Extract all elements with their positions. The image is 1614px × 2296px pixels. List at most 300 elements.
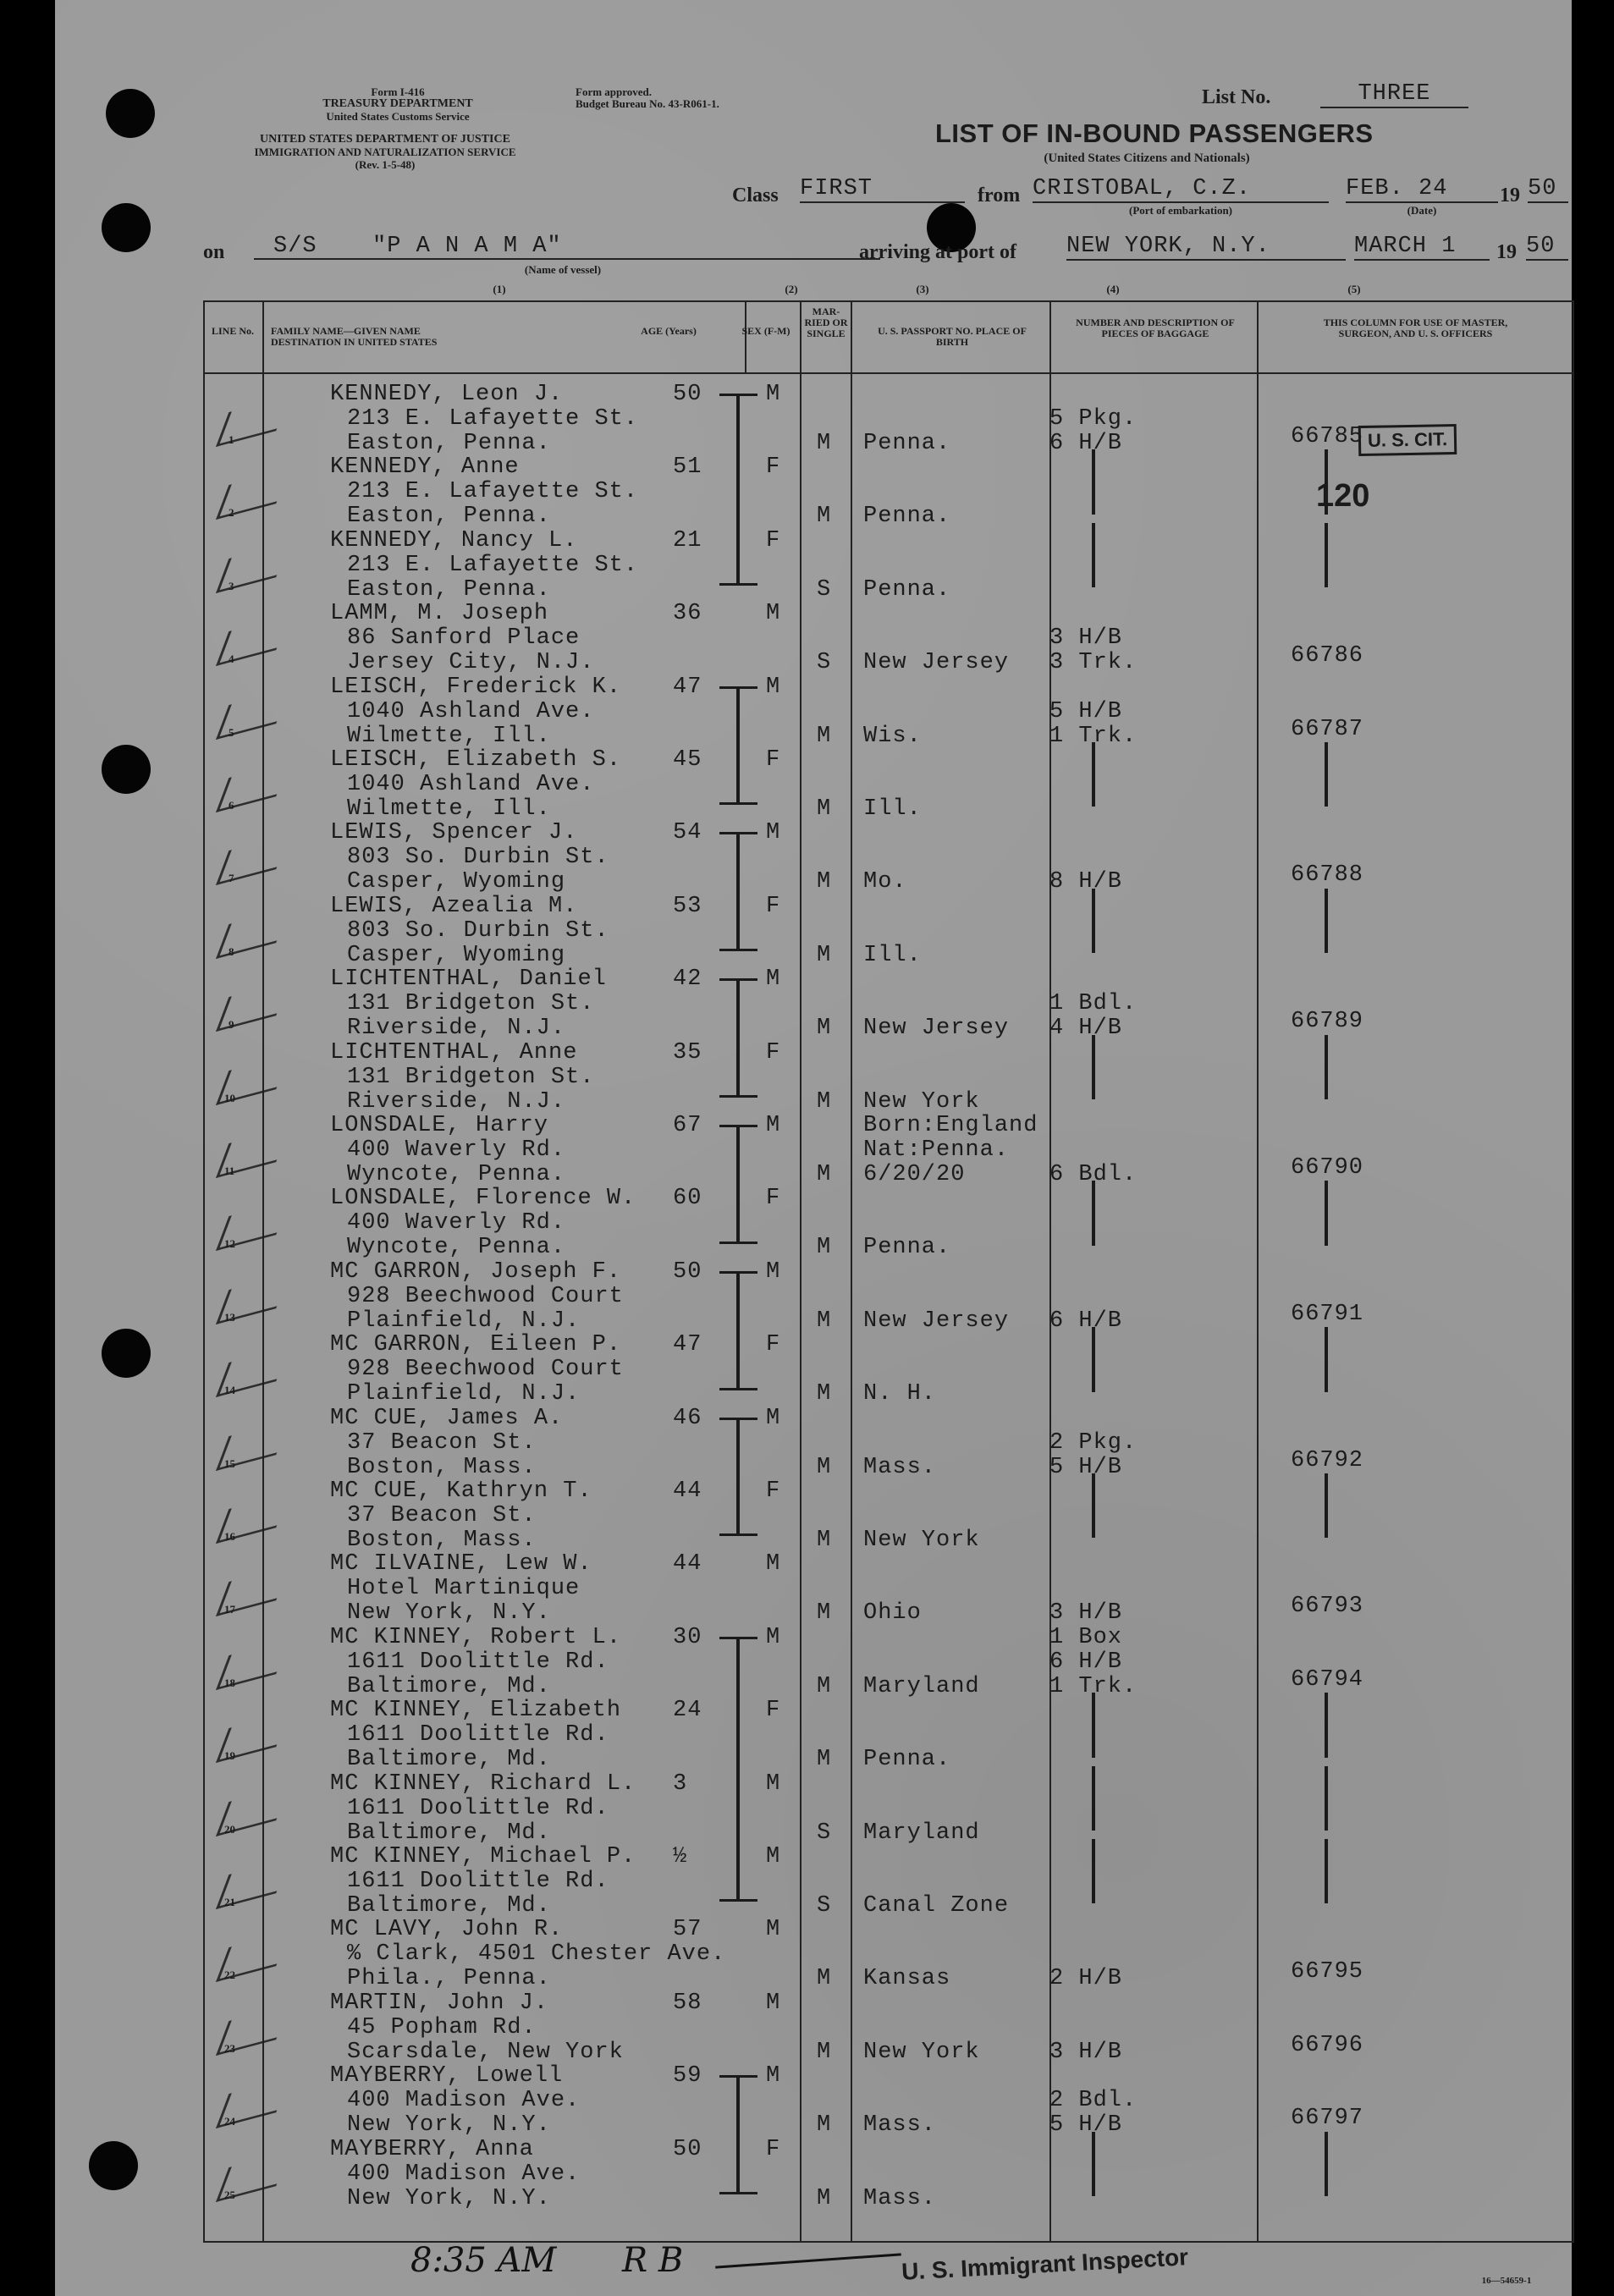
year-value: 50 — [1528, 176, 1568, 203]
family-bracket — [736, 1418, 740, 1534]
passenger-sex: M — [766, 1844, 781, 1869]
ditto-mark — [1325, 1327, 1328, 1391]
passenger-destination: Baltimore, Md. — [347, 1820, 551, 1846]
family-bracket — [736, 394, 740, 583]
passenger-age: 50 — [673, 2136, 702, 2162]
passenger-destination: New York, N.Y. — [347, 1600, 551, 1627]
declaration-number: 66797 — [1291, 2106, 1364, 2132]
passenger-address: % Clark, 4501 Chester Ave. — [347, 1941, 726, 1968]
passenger-age: 42 — [673, 966, 702, 993]
passenger-sex: M — [766, 1770, 781, 1797]
passenger-address: 131 Bridgeton St. — [347, 1064, 595, 1090]
passenger-address: Hotel Martinique — [347, 1576, 581, 1602]
passenger-destination: Plainfield, N.J. — [347, 1381, 581, 1407]
arriving-label: arriving at port of — [859, 241, 1016, 263]
passenger-name: MC KINNEY, Richard L. — [330, 1770, 636, 1797]
passenger-destination: Wilmette, Ill. — [347, 796, 551, 822]
passenger-name: MC KINNEY, Michael P. — [330, 1844, 636, 1869]
passenger-name: MC LAVY, John R. — [330, 1917, 564, 1943]
passenger-sex: M — [766, 674, 781, 700]
passenger-sex: F — [766, 747, 781, 773]
passenger-address: 37 Beacon St. — [347, 1503, 537, 1528]
declaration-number: 66789 — [1291, 1009, 1364, 1035]
ins-heading: IMMIGRATION AND NATURALIZATION SERVICE — [254, 146, 516, 158]
place-of-birth: New Jersey — [863, 1016, 1010, 1042]
ditto-mark — [1092, 449, 1095, 514]
baggage-line: 2 Pkg. — [1049, 1429, 1138, 1456]
family-bracket — [736, 1637, 740, 1900]
marital-status: M — [817, 2112, 832, 2139]
marital-status: M — [817, 1966, 832, 1992]
place-of-birth: Penna. — [863, 1235, 951, 1261]
treasury-dept: TREASURY DEPARTMENT — [322, 97, 473, 110]
line-number: 12 — [224, 1237, 235, 1251]
baggage-line: 6 H/B — [1049, 431, 1123, 456]
baggage-line: 4 H/B — [1049, 1016, 1123, 1042]
ditto-mark — [1092, 889, 1095, 953]
passenger-name: LAMM, M. Joseph — [330, 601, 549, 627]
line-number: 7 — [229, 872, 234, 885]
passenger-sex: M — [766, 820, 781, 846]
place-of-birth: New York — [863, 1528, 980, 1553]
passenger-age: 60 — [673, 1186, 702, 1212]
passenger-destination: Phila., Penna. — [347, 1966, 551, 1992]
baggage-line: 6 Bdl. — [1049, 1162, 1138, 1187]
passenger-sex: M — [766, 1990, 781, 2016]
col-divider — [800, 300, 801, 2243]
passenger-destination: Baltimore, Md. — [347, 1893, 551, 1919]
ditto-mark — [1325, 523, 1328, 587]
baggage-line: 1 Box 6 H/B — [1049, 1624, 1123, 1675]
arrival-year-prefix: 19 — [1496, 241, 1517, 263]
passenger-sex: F — [766, 1478, 781, 1504]
line-number: 17 — [224, 1603, 235, 1616]
passenger-sex: F — [766, 1039, 781, 1065]
manifest-subtitle: (United States Citizens and Nationals) — [1044, 151, 1250, 165]
baggage-line: 5 Pkg. — [1049, 406, 1138, 432]
line-number: 24 — [224, 2115, 235, 2128]
passenger-destination: New York, N.Y. — [347, 2112, 551, 2139]
line-number: 13 — [224, 1310, 235, 1324]
line-number: 15 — [224, 1456, 235, 1470]
declaration-number: 66796 — [1291, 2032, 1364, 2058]
marital-status: M — [817, 1235, 832, 1261]
passenger-destination: Casper, Wyoming — [347, 942, 566, 968]
passenger-address: 400 Madison Ave. — [347, 2088, 581, 2114]
family-bracket-cap — [719, 832, 757, 834]
ditto-mark — [1092, 742, 1095, 807]
marital-status: M — [817, 1747, 832, 1773]
col-divider — [1257, 300, 1259, 2243]
date-caption: (Date) — [1407, 204, 1437, 217]
family-bracket-cap — [719, 2192, 757, 2194]
passenger-age: 30 — [673, 1624, 702, 1650]
ditto-mark — [1092, 1035, 1095, 1099]
vessel-underline — [254, 258, 880, 260]
arrival-date: MARCH 1 — [1354, 234, 1490, 261]
passenger-name: MC KINNEY, Robert L. — [330, 1624, 622, 1650]
passenger-destination: Casper, Wyoming — [347, 869, 566, 895]
date-value: FEB. 24 — [1346, 176, 1498, 203]
passenger-name: KENNEDY, Leon J. — [330, 382, 564, 407]
list-no-label: List No. — [1202, 86, 1271, 108]
ditto-mark — [1325, 742, 1328, 807]
passenger-name: LEISCH, Frederick K. — [330, 674, 622, 700]
baggage-line: 1 Trk. — [1049, 1673, 1138, 1699]
passenger-destination: Wyncote, Penna. — [347, 1162, 566, 1187]
passenger-name: MC GARRON, Joseph F. — [330, 1258, 622, 1285]
family-bracket — [736, 686, 740, 803]
line-number: 14 — [224, 1384, 235, 1397]
passenger-name: LEWIS, Azealia M. — [330, 893, 578, 919]
declaration-number: 66791 — [1291, 1301, 1364, 1327]
marital-status: M — [817, 1673, 832, 1699]
place-of-birth: Wis. — [863, 723, 922, 749]
marital-status: M — [817, 2039, 832, 2065]
ditto-mark — [1092, 1181, 1095, 1245]
passenger-name: LONSDALE, Harry — [330, 1113, 549, 1138]
passenger-address: 400 Madison Ave. — [347, 2161, 581, 2187]
passenger-age: 24 — [673, 1698, 702, 1724]
marital-status: M — [817, 431, 832, 456]
passenger-age: 50 — [673, 1258, 702, 1285]
passenger-name: LICHTENTHAL, Daniel — [330, 966, 607, 993]
header-baggage: NUMBER AND DESCRIPTION OF PIECES OF BAGGAGE — [1076, 317, 1235, 339]
passenger-address: 400 Waverly Rd. — [347, 1210, 566, 1236]
line-number: 3 — [229, 579, 234, 592]
passenger-age: 50 — [673, 382, 702, 407]
passenger-age: 58 — [673, 1990, 702, 2016]
line-number: 20 — [224, 1822, 235, 1836]
baggage-line: 1 Trk. — [1049, 723, 1138, 749]
passenger-age: 67 — [673, 1113, 702, 1138]
header-line-no: LINE No. — [211, 325, 254, 337]
passenger-age: 53 — [673, 893, 702, 919]
ditto-mark — [1325, 1035, 1328, 1099]
place-of-birth: Maryland — [863, 1673, 980, 1699]
family-bracket-cap — [719, 802, 757, 805]
passenger-name: MC CUE, James A. — [330, 1405, 564, 1431]
passenger-age: 36 — [673, 601, 702, 627]
passenger-sex: F — [766, 2136, 781, 2162]
marital-status: M — [817, 1454, 832, 1480]
inspector-signature-scrawl — [715, 2253, 901, 2268]
birth-note: Born:England Nat:Penna. — [863, 1113, 1038, 1163]
marital-status: M — [817, 1600, 832, 1627]
vessel-name: "P A N A M A" — [372, 234, 562, 259]
place-of-birth: New Jersey — [863, 1308, 1010, 1334]
baggage-line: 5 H/B — [1049, 1454, 1123, 1480]
declaration-number: 66793 — [1291, 1594, 1364, 1620]
header-officers: THIS COLUMN FOR USE OF MASTER, SURGEON, AND U. S. OFFICERS — [1323, 317, 1508, 339]
column-number: (5) — [1347, 283, 1361, 295]
binder-hole — [102, 1329, 151, 1378]
place-of-birth: Penna. — [863, 576, 951, 603]
passenger-address: 37 Beacon St. — [347, 1429, 537, 1456]
passenger-sex: M — [766, 1917, 781, 1943]
col-divider — [851, 300, 852, 2243]
passenger-name: LEISCH, Elizabeth S. — [330, 747, 622, 773]
family-bracket — [736, 1271, 740, 1388]
baggage-line: 3 H/B — [1049, 1600, 1123, 1627]
declaration-number: 66790 — [1291, 1155, 1364, 1181]
line-number: 18 — [224, 1676, 235, 1689]
line-number: 9 — [229, 1018, 234, 1032]
marital-status: S — [817, 1893, 832, 1919]
passenger-address: 400 Waverly Rd. — [347, 1137, 566, 1163]
passenger-sex: M — [766, 966, 781, 993]
marital-status: M — [817, 1381, 832, 1407]
ditto-mark — [1325, 1473, 1328, 1538]
place-of-birth: N. H. — [863, 1381, 937, 1407]
family-bracket-cap — [719, 1637, 757, 1639]
passenger-destination: Wilmette, Ill. — [347, 723, 551, 749]
passenger-address: 1611 Doolittle Rd. — [347, 1722, 609, 1748]
header-rule — [203, 372, 1574, 374]
passenger-age: 21 — [673, 527, 702, 553]
declaration-number: 66786 — [1291, 643, 1364, 669]
passenger-age: 47 — [673, 1332, 702, 1358]
family-bracket-cap — [719, 1125, 757, 1127]
embark-caption: (Port of embarkation) — [1128, 204, 1233, 217]
form-approved: Form approved. — [576, 85, 653, 98]
family-bracket — [736, 832, 740, 949]
ditto-mark — [1325, 1839, 1328, 1903]
binder-hole — [89, 2141, 138, 2190]
place-of-birth: Ohio — [863, 1600, 922, 1627]
class-value: FIRST — [800, 176, 965, 203]
family-bracket-cap — [719, 1271, 757, 1274]
baggage-line: 5 H/B — [1049, 2112, 1123, 2139]
passenger-sex: F — [766, 1698, 781, 1724]
passenger-sex: F — [766, 527, 781, 553]
place-of-birth: New York — [863, 2039, 980, 2065]
family-bracket-cap — [719, 2075, 757, 2078]
place-of-birth: 6/20/20 — [863, 1162, 966, 1187]
ditto-mark — [1092, 1693, 1095, 1757]
baggage-line: 3 H/B — [1049, 625, 1123, 652]
passenger-age: 57 — [673, 1917, 702, 1943]
family-bracket-cap — [719, 583, 757, 586]
budget-bureau: Budget Bureau No. 43-R061-1. — [576, 97, 719, 110]
family-bracket-cap — [719, 1418, 757, 1420]
family-bracket-cap — [719, 1533, 757, 1536]
line-number: 8 — [229, 944, 234, 958]
ditto-mark — [1092, 523, 1095, 587]
line-number: 5 — [229, 725, 234, 739]
baggage-line: 5 H/B — [1049, 698, 1123, 724]
passenger-name: KENNEDY, Anne — [330, 454, 520, 481]
ditto-mark — [1325, 1766, 1328, 1831]
column-number: (4) — [1106, 283, 1120, 295]
line-number: 21 — [224, 1896, 235, 1908]
marital-status: S — [817, 576, 832, 603]
family-bracket-cap — [719, 1242, 757, 1244]
baggage-line: 6 H/B — [1049, 1308, 1123, 1334]
year-prefix: 19 — [1500, 184, 1520, 206]
baggage-line: 8 H/B — [1049, 869, 1123, 895]
count-stamp: 120 — [1316, 478, 1370, 514]
passenger-address: 928 Beechwood Court — [347, 1357, 624, 1383]
declaration-number: 66788 — [1291, 862, 1364, 889]
vessel-caption: (Name of vessel) — [524, 263, 602, 276]
declaration-number: 66787 — [1291, 716, 1364, 742]
family-bracket-cap — [719, 686, 757, 689]
line-number: 1 — [229, 433, 234, 446]
passenger-destination: Baltimore, Md. — [347, 1673, 551, 1699]
line-number: 4 — [229, 652, 234, 666]
passenger-sex: M — [766, 382, 781, 407]
family-bracket — [736, 2075, 740, 2192]
passenger-sex: F — [766, 893, 781, 919]
place-of-birth: Canal Zone — [863, 1893, 1010, 1919]
passenger-address: 86 Sanford Place — [347, 625, 581, 652]
binder-hole — [106, 89, 155, 138]
header-sex: SEX (F-M) — [741, 325, 790, 337]
passenger-age: 46 — [673, 1405, 702, 1431]
marital-status: M — [817, 1528, 832, 1553]
passenger-age: 59 — [673, 2063, 702, 2090]
col-divider — [1049, 300, 1051, 2243]
passenger-address: 803 So. Durbin St. — [347, 845, 609, 871]
passenger-destination: Boston, Mass. — [347, 1528, 537, 1553]
header-age: AGE (Years) — [641, 325, 697, 337]
header-married: MAR-RIED OR SINGLE — [804, 306, 848, 339]
marital-status: M — [817, 1088, 832, 1115]
ditto-mark — [1325, 1181, 1328, 1245]
marital-status: M — [817, 1016, 832, 1042]
passenger-address: 1611 Doolittle Rd. — [347, 1795, 609, 1821]
passenger-address: 131 Bridgeton St. — [347, 991, 595, 1017]
header-passport: U. S. PASSPORT NO. PLACE OF BIRTH — [878, 325, 1027, 348]
passenger-age: 35 — [673, 1039, 702, 1065]
passenger-name: MARTIN, John J. — [330, 1990, 549, 2016]
place-of-birth: Mo. — [863, 869, 907, 895]
family-bracket-cap — [719, 1095, 757, 1098]
passenger-address: 45 Popham Rd. — [347, 2014, 537, 2040]
ditto-mark — [1092, 2132, 1095, 2196]
place-of-birth: Mass. — [863, 2112, 937, 2139]
passenger-age: 44 — [673, 1478, 702, 1504]
passenger-sex: F — [766, 1332, 781, 1358]
print-code: 16—54659-1 — [1481, 2276, 1532, 2286]
passenger-sex: M — [766, 1551, 781, 1577]
place-of-birth: Mass. — [863, 2185, 937, 2211]
passenger-sex: M — [766, 1258, 781, 1285]
line-number: 25 — [224, 2188, 235, 2201]
family-bracket-cap — [719, 1388, 757, 1390]
family-bracket — [736, 1125, 740, 1242]
ditto-mark — [1092, 1473, 1095, 1538]
passenger-address: 1611 Doolittle Rd. — [347, 1869, 609, 1894]
passenger-age: 3 — [673, 1770, 688, 1797]
marital-status: M — [817, 942, 832, 968]
line-number: 23 — [224, 2041, 235, 2055]
ditto-mark — [1092, 1766, 1095, 1831]
line-number: 19 — [224, 1749, 235, 1763]
form-number: Form I-416 — [371, 85, 425, 98]
time-note: 8:35 AM — [410, 2241, 557, 2280]
passenger-destination: Plainfield, N.J. — [347, 1308, 581, 1334]
passenger-name: MC ILVAINE, Lew W. — [330, 1551, 592, 1577]
ditto-mark — [1325, 1693, 1328, 1757]
passenger-name: MAYBERRY, Anna — [330, 2136, 534, 2162]
family-bracket-cap — [719, 949, 757, 951]
line-number: 11 — [224, 1165, 235, 1177]
passenger-sex: M — [766, 601, 781, 627]
declaration-number: 66792 — [1291, 1447, 1364, 1473]
passenger-address: 1611 Doolittle Rd. — [347, 1649, 609, 1675]
family-bracket-cap — [719, 1899, 757, 1902]
passenger-sex: F — [766, 454, 781, 481]
inspector-initials: R B — [622, 2241, 684, 2280]
passenger-destination: Baltimore, Md. — [347, 1747, 551, 1773]
binder-hole — [102, 745, 151, 794]
customs-service: United States Customs Service — [326, 110, 470, 123]
port-value: NEW YORK, N.Y. — [1066, 234, 1346, 261]
on-label: on — [203, 241, 225, 263]
passenger-address: 1040 Ashland Ave. — [347, 698, 595, 724]
revision: (Rev. 1-5-48) — [355, 158, 416, 171]
passenger-address: 1040 Ashland Ave. — [347, 772, 595, 797]
marital-status: M — [817, 869, 832, 895]
place-of-birth: Penna. — [863, 504, 951, 530]
class-label: Class — [732, 184, 779, 206]
baggage-line: 3 H/B — [1049, 2039, 1123, 2065]
marital-status: S — [817, 1820, 832, 1846]
marital-status: M — [817, 2185, 832, 2211]
baggage-line: 2 H/B — [1049, 1966, 1123, 1992]
line-number: 22 — [224, 1968, 235, 1982]
from-value: CRISTOBAL, C.Z. — [1033, 176, 1329, 203]
column-number: (2) — [785, 283, 798, 295]
ditto-mark — [1092, 1839, 1095, 1903]
passenger-age: 51 — [673, 454, 702, 481]
passenger-address: 213 E. Lafayette St. — [347, 406, 639, 432]
line-number: 10 — [224, 1091, 235, 1104]
passenger-destination: Scarsdale, New York — [347, 2039, 624, 2065]
passenger-sex: M — [766, 1624, 781, 1650]
place-of-birth: Ill. — [863, 942, 922, 968]
passenger-age: 54 — [673, 820, 702, 846]
passenger-age: ½ — [673, 1844, 688, 1869]
passenger-address: 213 E. Lafayette St. — [347, 552, 639, 578]
line-number: 2 — [229, 506, 234, 520]
marital-status: S — [817, 650, 832, 676]
from-label: from — [978, 184, 1021, 206]
manifest-title: LIST OF IN-BOUND PASSENGERS — [935, 118, 1374, 148]
place-of-birth: Ill. — [863, 796, 922, 822]
passenger-age: 45 — [673, 747, 702, 773]
baggage-line: 1 Bdl. — [1049, 991, 1138, 1017]
passenger-destination: Wyncote, Penna. — [347, 1235, 566, 1261]
marital-status: M — [817, 504, 832, 530]
ditto-mark — [1092, 1327, 1095, 1391]
passenger-destination: Jersey City, N.J. — [347, 650, 595, 676]
marital-status: M — [817, 1162, 832, 1187]
family-bracket-cap — [719, 394, 757, 396]
doj-heading: UNITED STATES DEPARTMENT OF JUSTICE — [260, 133, 510, 146]
place-of-birth: Penna. — [863, 431, 951, 456]
marital-status: M — [817, 723, 832, 749]
passenger-destination: Boston, Mass. — [347, 1454, 537, 1480]
column-number: (1) — [493, 283, 506, 295]
passenger-address: 928 Beechwood Court — [347, 1283, 624, 1309]
vessel-prefix: S/S — [273, 234, 317, 259]
passenger-destination: New York, N.Y. — [347, 2185, 551, 2211]
passenger-destination: Easton, Penna. — [347, 504, 551, 530]
passenger-name: MC KINNEY, Elizabeth — [330, 1698, 622, 1724]
